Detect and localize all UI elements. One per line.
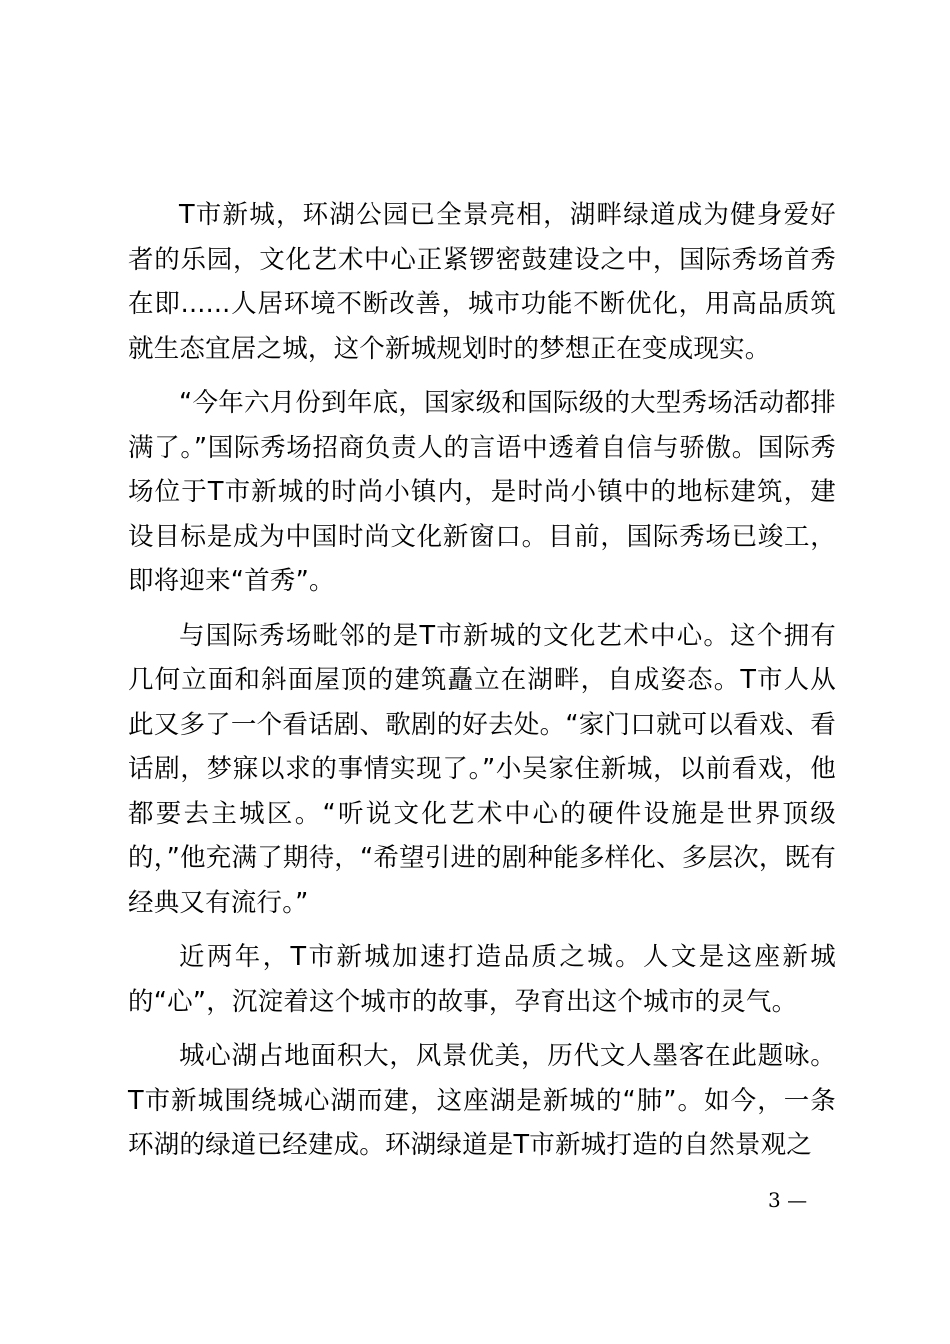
paragraph-3: 与国际秀场毗邻的是T市新城的文化艺术中心。这个拥有几何立面和斜面屋顶的建筑矗立在湖畔，自成姿态。T市人从此又多了一个看话剧、歌剧的好去处。“家门口就可以看戏、看话剧，梦寐以求的事情实现了。”小吴家住新城，以前看戏，他都要去主城区。“听说文化艺术中心的硬件设施是世界顶级的，”他充满了期待，“希望引进的剧种能多样化、多层次，既有经典又有流行。” xyxy=(128,620,836,918)
paragraph-4: 近两年，T市新城加速打造品质之城。人文是这座新城的“心”，沉淀着这个城市的故事，孕育出这个城市的灵气。 xyxy=(128,942,836,1017)
paragraph-1: T市新城，环湖公园已全景亮相，湖畔绿道成为健身爱好者的乐园，文化艺术中心正紧锣密鼓建设之中，国际秀场首秀在即......人居环境不断改善，城市功能不断优化，用高品质筑就生态宜居之城，这个新城规划时的梦想正在变成现实。 xyxy=(128,200,836,364)
article-body xyxy=(128,193,836,1178)
page-number: 3 — xyxy=(768,1188,808,1212)
paragraph-5: 城心湖占地面积大，风景优美，历代文人墨客在此题咏。T市新城围绕城心湖而建，这座湖是新城的“肺”。如今，一条环湖的绿道已经建成。环湖绿道是T市新城打造的自然景观之 xyxy=(128,1041,836,1160)
paragraph-2: “今年六月份到年底，国家级和国际级的大型秀场活动都排满了。”国际秀场招商负责人的言语中透着自信与骄傲。国际秀场位于T市新城的时尚小镇内，是时尚小镇中的地标建筑，建设目标是成为中国时尚文化新窗口。目前，国际秀场已竣工，即将迎来“首秀”。 xyxy=(128,388,836,596)
